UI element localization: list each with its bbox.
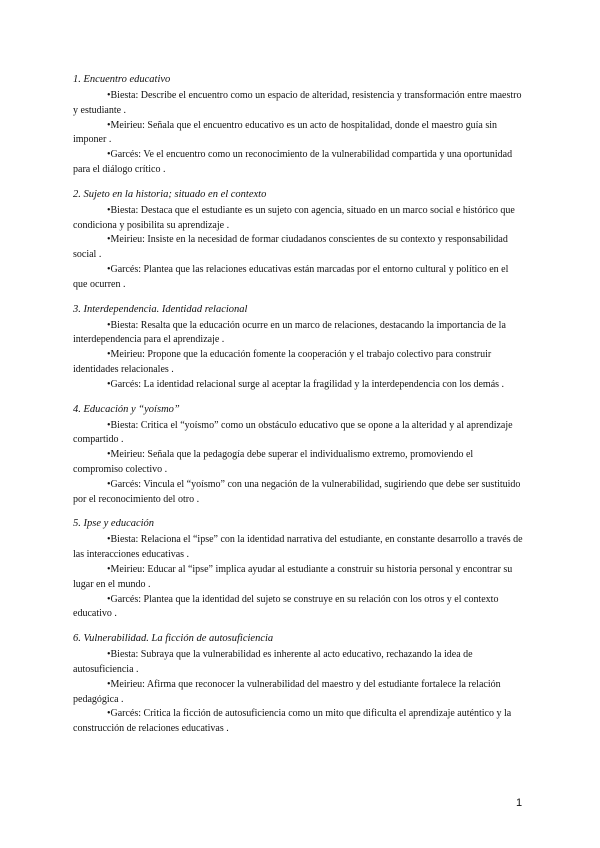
section-heading: 2. Sujeto en la historia; situado en el contexto bbox=[73, 188, 267, 200]
list-item: •Meirieu: Propone que la educación fomente la cooperación y el trabajo colectivo para construir identidades relacionales . bbox=[73, 349, 492, 375]
section-interdependencia bbox=[73, 303, 525, 393]
list-item: •Biesta: Destaca que el estudiante es un sujeto con agencia, situado en un marco social e histórico que condiciona y posibilita su aprendizaje . bbox=[73, 204, 515, 231]
list-item: •Meirieu: Señala que el encuentro educativo es un acto de hospitalidad, donde el maestro guía sin imponer . bbox=[73, 119, 498, 146]
section-heading: 5. Ipse y educación bbox=[73, 518, 155, 530]
section-heading: 3. Interdependencia. Identidad relacional bbox=[73, 303, 248, 315]
list-item: •Garcés: Plantea que las relaciones educativas están marcadas por el entorno cultural y político en el que ocurren . bbox=[73, 263, 509, 290]
list-item: •Biesta: Subraya que la vulnerabilidad es inherente al acto educativo, rechazando la idea de autosuficiencia . bbox=[73, 649, 473, 675]
list-item: •Garcés: La identidad relacional surge al aceptar la fragilidad y la interdependencia con los demás . bbox=[107, 378, 505, 390]
list-item: •Biesta: Critica el “yoísmo” como un obstáculo educativo que se opone a la alteridad y al aprendizaje compartido . bbox=[73, 419, 513, 446]
list-item: •Biesta: Resalta que la educación ocurre en un marco de relaciones, destacando la importancia de la interdependencia para el aprendizaje . bbox=[73, 319, 506, 346]
section-heading: 4. Educación y “yoísmo” bbox=[73, 403, 180, 415]
list-item: •Garcés: Ve el encuentro como un reconocimiento de la vulnerabilidad compartida y una oportunidad para el diálogo crítico . bbox=[73, 149, 513, 175]
section-sujeto-historia bbox=[73, 188, 525, 293]
list-item: •Garcés: Vincula el “yoísmo” con una negación de la vulnerabilidad, sugiriendo que debe ser sustituido por el reconocimiento del otro . bbox=[73, 478, 521, 505]
section-educacion-yoismo bbox=[73, 403, 525, 508]
list-item: •Garcés: Critica la ficción de autosuficiencia como un mito que dificulta el aprendizaje auténtico y la construcción de relaciones educativas . bbox=[73, 708, 512, 735]
page-number: 1 bbox=[516, 797, 523, 809]
list-item: •Meirieu: Insiste en la necesidad de formar ciudadanos conscientes de su contexto y responsabilidad social . bbox=[73, 234, 508, 261]
list-item: •Meirieu: Afirma que reconocer la vulnerabilidad del maestro y del estudiante fortalece la relación pedagógica . bbox=[73, 678, 501, 705]
section-vulnerabilidad bbox=[73, 632, 525, 737]
document-body bbox=[73, 73, 525, 747]
section-encuentro-educativo bbox=[73, 73, 525, 178]
list-item: •Biesta: Describe el encuentro como un espacio de alteridad, resistencia y transformación entre maestro y estudiante . bbox=[73, 90, 522, 116]
list-item: •Meirieu: Señala que la pedagogía debe superar el individualismo extremo, promoviendo el compromiso colectivo . bbox=[73, 449, 474, 475]
section-heading: 1. Encuentro educativo bbox=[73, 74, 171, 85]
list-item: •Meirieu: Educar al “ipse” implica ayudar al estudiante a construir su historia personal y encontrar su lugar en el mundo . bbox=[73, 563, 513, 590]
list-item: •Garcés: Plantea que la identidad del sujeto se construye en su relación con los otros y el contexto educativo . bbox=[73, 593, 499, 620]
section-ipse-educacion bbox=[73, 517, 525, 622]
list-item: •Biesta: Relaciona el “ipse” con la identidad narrativa del estudiante, en constante desarrollo a través de las interacciones educativas . bbox=[73, 534, 523, 561]
section-heading: 6. Vulnerabilidad. La ficción de autosuficiencia bbox=[73, 633, 274, 645]
